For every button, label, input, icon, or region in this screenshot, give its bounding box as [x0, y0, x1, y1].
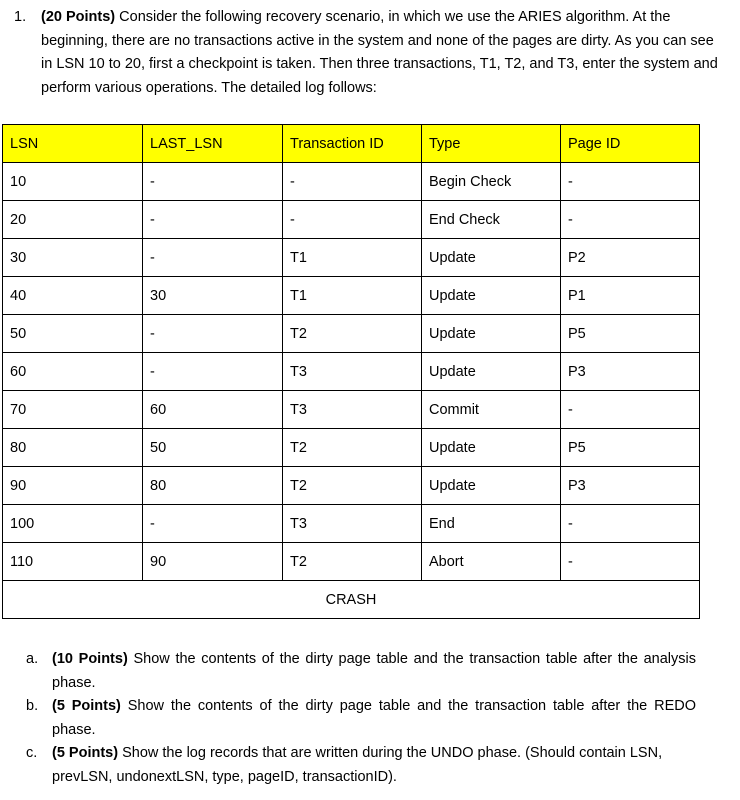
header-page-id: Page ID	[561, 125, 700, 163]
log-row	[3, 543, 700, 581]
part-a-body: Show the contents of the dirty page table and the transaction table after the analysis phase.	[52, 651, 697, 691]
log-row	[3, 277, 700, 315]
cell-lsn: 20	[3, 201, 143, 239]
log-row	[3, 239, 700, 277]
cell-page-id: -	[561, 543, 700, 581]
question-points: (20 Points)	[41, 9, 116, 25]
cell-type: End Check	[422, 201, 561, 239]
cell-transaction-id: -	[283, 163, 422, 201]
log-row	[3, 163, 700, 201]
cell-lsn: 40	[3, 277, 143, 315]
cell-type: Abort	[422, 543, 561, 581]
cell-transaction-id: T2	[283, 543, 422, 581]
question-parts	[26, 648, 696, 789]
part-c-points: (5 Points)	[52, 745, 119, 761]
cell-last-lsn: 90	[143, 543, 283, 581]
cell-last-lsn: 30	[143, 277, 283, 315]
cell-last-lsn: -	[143, 201, 283, 239]
part-a-points: (10 Points)	[52, 651, 128, 667]
cell-transaction-id: T3	[283, 353, 422, 391]
cell-type: Commit	[422, 391, 561, 429]
cell-lsn: 10	[3, 163, 143, 201]
cell-lsn: 70	[3, 391, 143, 429]
crash-row	[3, 581, 700, 619]
cell-transaction-id: T2	[283, 429, 422, 467]
cell-type: Begin Check	[422, 163, 561, 201]
cell-last-lsn: -	[143, 239, 283, 277]
part-c-body: Show the log records that are written during the UNDO phase. (Should contain LSN, prevLSN, undonextLSN, type, pageID, transactionID).	[52, 745, 663, 785]
cell-transaction-id: T2	[283, 467, 422, 505]
log-table-header-row	[3, 125, 700, 163]
question-text	[41, 6, 724, 100]
cell-page-id: -	[561, 505, 700, 543]
log-row	[3, 391, 700, 429]
cell-transaction-id: T2	[283, 315, 422, 353]
cell-type: End	[422, 505, 561, 543]
header-lsn: LSN	[3, 125, 143, 163]
cell-transaction-id: T3	[283, 505, 422, 543]
log-row	[3, 505, 700, 543]
log-row	[3, 467, 700, 505]
log-row	[3, 201, 700, 239]
cell-transaction-id: T3	[283, 391, 422, 429]
part-c-label: c.	[26, 745, 38, 761]
part-a	[26, 648, 696, 695]
crash-label: CRASH	[3, 581, 700, 619]
cell-page-id: P2	[561, 239, 700, 277]
cell-last-lsn: -	[143, 353, 283, 391]
cell-page-id: -	[561, 163, 700, 201]
cell-type: Update	[422, 277, 561, 315]
cell-page-id: P5	[561, 315, 700, 353]
part-c	[26, 742, 696, 789]
question-1	[14, 6, 724, 100]
cell-type: Update	[422, 239, 561, 277]
cell-last-lsn: 50	[143, 429, 283, 467]
log-row	[3, 429, 700, 467]
part-a-label: a.	[26, 651, 39, 667]
cell-type: Update	[422, 429, 561, 467]
log-table	[2, 124, 700, 619]
cell-type: Update	[422, 353, 561, 391]
cell-last-lsn: 60	[143, 391, 283, 429]
header-type: Type	[422, 125, 561, 163]
cell-lsn: 60	[3, 353, 143, 391]
part-b-text	[52, 695, 696, 742]
cell-lsn: 80	[3, 429, 143, 467]
cell-type: Update	[422, 315, 561, 353]
cell-last-lsn: -	[143, 163, 283, 201]
cell-page-id: P1	[561, 277, 700, 315]
cell-transaction-id: -	[283, 201, 422, 239]
cell-lsn: 50	[3, 315, 143, 353]
cell-lsn: 30	[3, 239, 143, 277]
cell-page-id: P5	[561, 429, 700, 467]
question-number: 1.	[14, 9, 27, 25]
cell-page-id: -	[561, 391, 700, 429]
cell-transaction-id: T1	[283, 277, 422, 315]
part-b-label: b.	[26, 698, 39, 714]
cell-transaction-id: T1	[283, 239, 422, 277]
cell-last-lsn: -	[143, 315, 283, 353]
part-c-text	[52, 742, 696, 789]
log-row	[3, 353, 700, 391]
cell-last-lsn: -	[143, 505, 283, 543]
part-a-text	[52, 648, 696, 695]
header-last-lsn: LAST_LSN	[143, 125, 283, 163]
question-body: Consider the following recovery scenario, in which we use the ARIES algorithm. At the beginning, there are no transactions active in the system and none of the pages are dirty. As you can see in LSN 10 to 20, first a checkpoint is taken. Then three transactions, T1, T2, and T3, enter the system and perform various operations. The detailed log follows:	[41, 9, 718, 96]
cell-type: Update	[422, 467, 561, 505]
cell-lsn: 110	[3, 543, 143, 581]
part-b	[26, 695, 696, 742]
part-b-points: (5 Points)	[52, 698, 121, 714]
cell-lsn: 100	[3, 505, 143, 543]
header-transaction-id: Transaction ID	[283, 125, 422, 163]
cell-page-id: -	[561, 201, 700, 239]
cell-page-id: P3	[561, 467, 700, 505]
cell-lsn: 90	[3, 467, 143, 505]
part-b-body: Show the contents of the dirty page table and the transaction table after the REDO phase.	[52, 698, 696, 738]
cell-last-lsn: 80	[143, 467, 283, 505]
log-row	[3, 315, 700, 353]
cell-page-id: P3	[561, 353, 700, 391]
